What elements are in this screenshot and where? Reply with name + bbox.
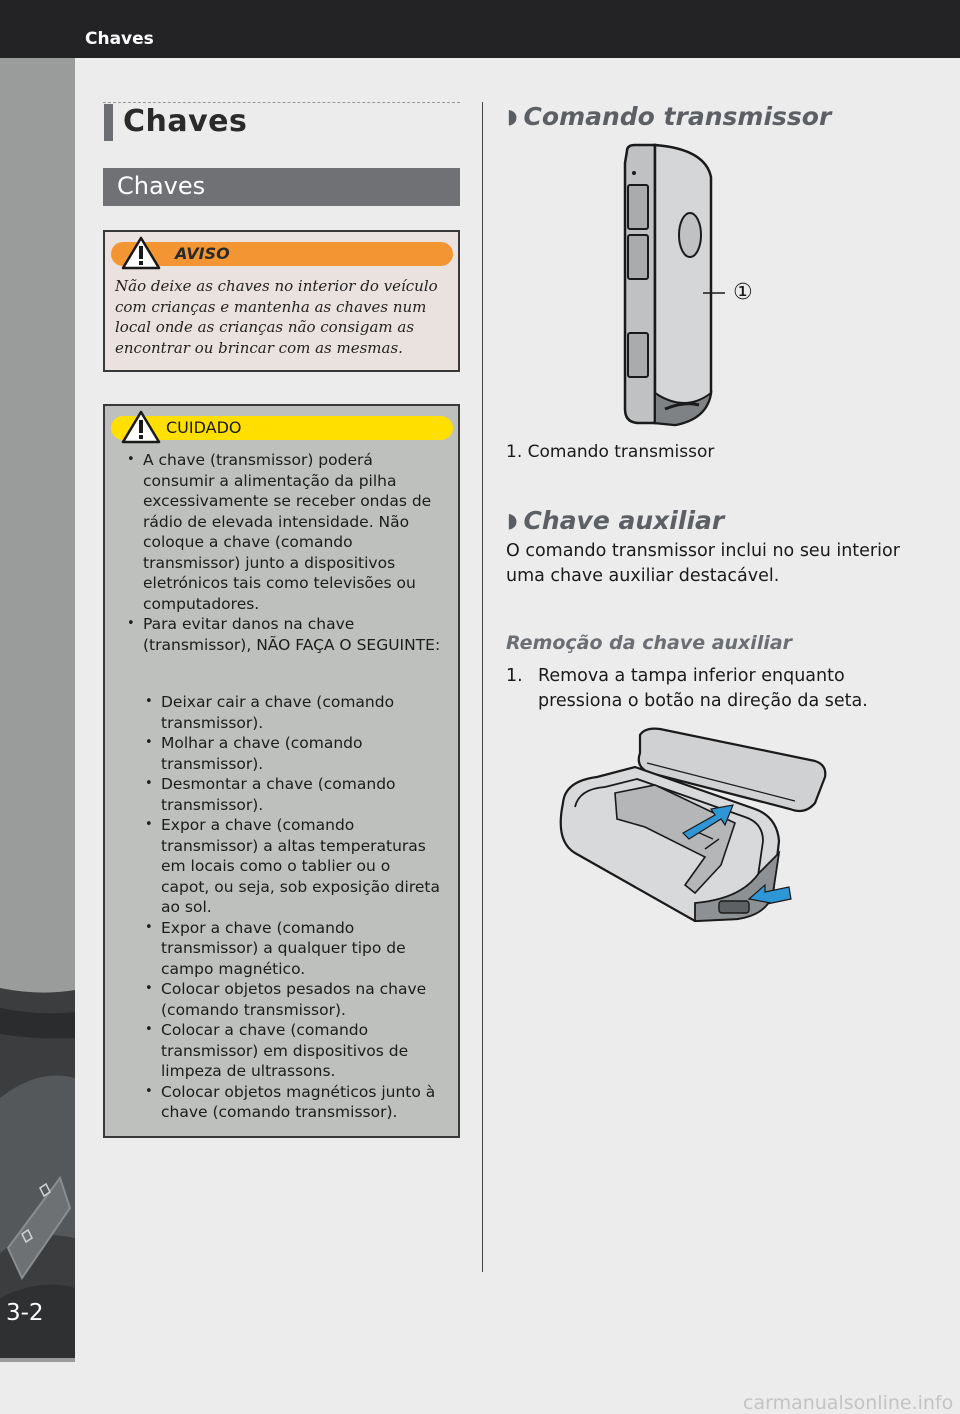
list-item: • Colocar objetos magnéticos junto à chave (comando transmissor).	[143, 1082, 443, 1123]
list-item: • Desmontar a chave (comando transmissor).	[143, 774, 443, 815]
dotted-rule	[103, 102, 460, 103]
aux-key-removal-illustration	[545, 723, 905, 938]
warning-box	[103, 230, 460, 372]
warning-triangle-icon	[121, 236, 161, 270]
list-item: • Molhar a chave (comando transmissor).	[143, 733, 443, 774]
callout-number: ①	[733, 280, 753, 305]
page-number: 3-2	[6, 1300, 44, 1326]
figure-caption: 1. Comando transmissor	[506, 442, 715, 462]
list-item: • Expor a chave (comando transmissor) a altas temperaturas em locais como o tablier ou o capot, ou seja, sob exposição direta ao sol.	[143, 815, 443, 918]
removal-heading: Remoção da chave auxiliar	[506, 632, 793, 654]
key-fob-illustration	[615, 143, 795, 433]
transmitter-heading	[507, 102, 831, 131]
list-item: • Colocar objetos pesados na chave (comando transmissor).	[143, 979, 443, 1020]
title-accent-bar	[104, 104, 113, 141]
caution-list	[125, 450, 445, 655]
list-item: • Deixar cair a chave (comando transmissor).	[143, 692, 443, 733]
section-chevron-icon: ◗	[507, 104, 518, 128]
removal-step	[506, 664, 926, 714]
warning-label: AVISO	[175, 244, 230, 263]
caution-label-bar	[111, 416, 453, 440]
warning-label-bar	[111, 242, 453, 266]
caution-label: CUIDADO	[166, 418, 242, 437]
section-title: Chaves	[123, 104, 248, 139]
aux-key-heading-text: Chave auxiliar	[523, 506, 725, 535]
caution-box	[103, 404, 460, 1138]
side-strip	[0, 58, 75, 1362]
list-item: • Expor a chave (comando transmissor) a qualquer tipo de campo magnético.	[143, 918, 443, 980]
top-header-bar	[0, 0, 960, 58]
transmitter-heading-text: Comando transmissor	[523, 102, 832, 131]
list-item: • A chave (transmissor) poderá consumir a alimentação da pilha excessivamente se receber ondas de rádio de elevada intensidade. Não coloque a chave (comando transmissor) junto a dispositivos eletrónicos tais como televisões ou computadores.	[125, 450, 445, 614]
section-subtitle-bar	[103, 168, 460, 206]
section-chevron-icon: ◗	[507, 508, 518, 532]
section-subtitle: Chaves	[117, 172, 206, 200]
column-divider	[482, 102, 483, 1272]
list-item: • Colocar a chave (comando transmissor) em dispositivos de limpeza de ultrassons.	[143, 1020, 443, 1082]
page-content	[75, 58, 960, 1414]
site-watermark: carmanualsonline.info	[743, 1392, 954, 1414]
step-text: Remova a tampa inferior enquanto pressiona o botão na direção da seta.	[538, 666, 868, 711]
caution-triangle-icon	[121, 410, 161, 444]
running-header: Chaves	[85, 29, 154, 49]
aux-key-heading	[507, 506, 724, 535]
list-item: • Para evitar danos na chave (transmissor), NÃO FAÇA O SEGUINTE:	[125, 614, 445, 655]
step-number: 1.	[506, 666, 523, 686]
caution-sublist	[143, 692, 443, 1123]
aux-key-paragraph: O comando transmissor inclui no seu interior uma chave auxiliar destacável.	[506, 541, 900, 586]
warning-text: Não deixe as chaves no interior do veículo com crianças e mantenha as chaves num local onde as crianças não consigam as encontrar ou brincar com as mesmas.	[115, 277, 438, 357]
